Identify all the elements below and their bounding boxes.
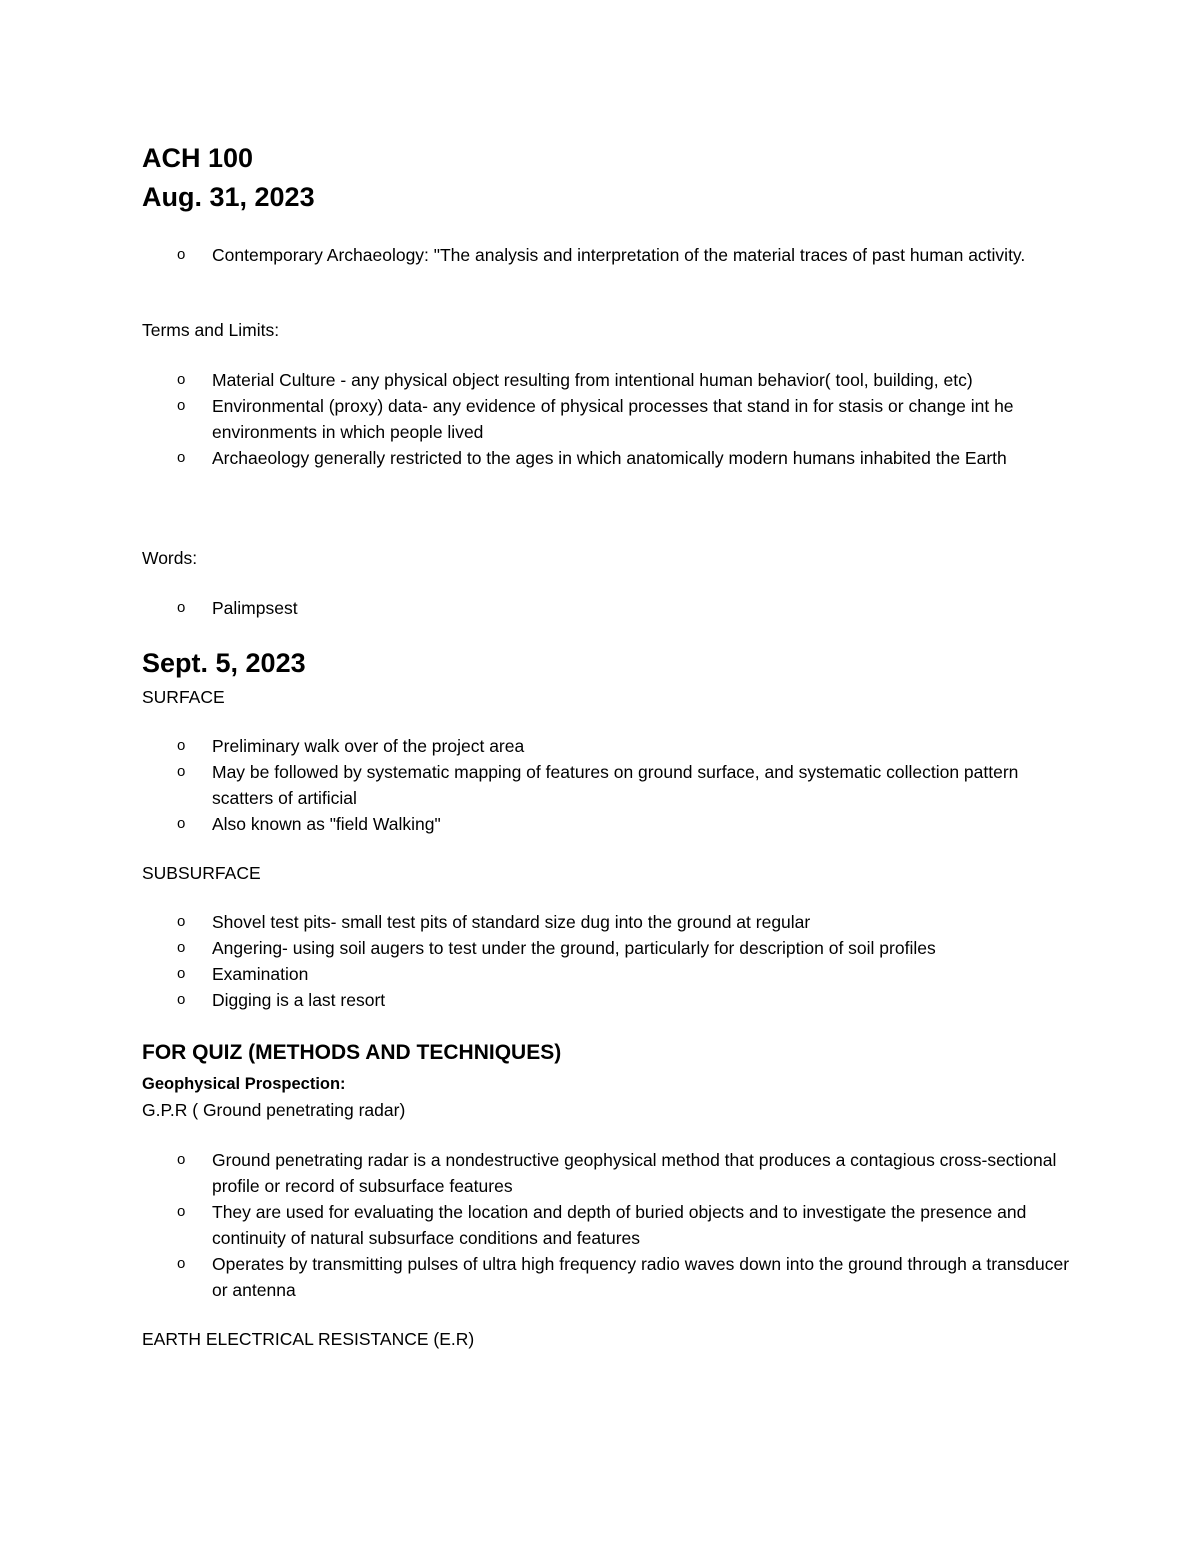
hollow-circle-bullet-icon: o <box>177 737 186 754</box>
hollow-circle-bullet-icon: o <box>177 397 186 414</box>
gpr-label: G.P.R ( Ground penetrating radar) <box>142 1100 406 1120</box>
hollow-circle-bullet-icon: o <box>177 449 186 466</box>
hollow-circle-bullet-icon: o <box>177 939 186 956</box>
intro-list <box>142 242 1072 268</box>
list-item-text: Material Culture - any physical object resulting from intentional human behavior( tool, building, etc) <box>212 370 973 390</box>
subsurface-list <box>142 909 1072 1013</box>
list-item-text: Examination <box>212 964 309 984</box>
list-item-text: Archaeology generally restricted to the ages in which anatomically modern humans inhabited the Earth <box>212 448 1007 468</box>
list-item <box>142 242 1072 268</box>
list-item-text: Environmental (proxy) data- any evidence of physical processes that stand in for stasis or change int he environments in which people lived <box>212 396 1014 442</box>
hollow-circle-bullet-icon: o <box>177 1255 186 1272</box>
hollow-circle-bullet-icon: o <box>177 371 186 388</box>
list-item-text: Operates by transmitting pulses of ultra high frequency radio waves down into the ground through a transducer or antenna <box>212 1254 1070 1300</box>
list-item-text: Preliminary walk over of the project area <box>212 736 525 756</box>
list-item <box>142 393 1072 445</box>
list-item <box>142 367 1072 393</box>
hollow-circle-bullet-icon: o <box>177 1151 186 1168</box>
geophysical-heading: Geophysical Prospection: <box>142 1075 346 1093</box>
hollow-circle-bullet-icon: o <box>177 763 186 780</box>
list-item <box>142 987 1072 1013</box>
hollow-circle-bullet-icon: o <box>177 246 186 263</box>
list-item <box>142 595 1072 621</box>
hollow-circle-bullet-icon: o <box>177 913 186 930</box>
list-item <box>142 811 1072 837</box>
hollow-circle-bullet-icon: o <box>177 815 186 832</box>
list-item-text: Also known as "field Walking" <box>212 814 441 834</box>
hollow-circle-bullet-icon: o <box>177 965 186 982</box>
words-list <box>142 595 1072 621</box>
list-item-text: Ground penetrating radar is a nondestructive geophysical method that produces a contagious cross-sectional profile or record of subsurface features <box>212 1150 1057 1196</box>
hollow-circle-bullet-icon: o <box>177 599 186 616</box>
list-item-text: Contemporary Archaeology: "The analysis and interpretation of the material traces of past human activity. <box>212 245 1026 265</box>
quiz-heading: FOR QUIZ (METHODS AND TECHNIQUES) <box>142 1041 562 1064</box>
list-item <box>142 961 1072 987</box>
list-item <box>142 759 1072 811</box>
surface-list <box>142 733 1072 837</box>
list-item-text: Shovel test pits- small test pits of standard size dug into the ground at regular <box>212 912 811 932</box>
er-label: EARTH ELECTRICAL RESISTANCE (E.R) <box>142 1329 475 1349</box>
list-item <box>142 733 1072 759</box>
gpr-list <box>142 1147 1072 1303</box>
hollow-circle-bullet-icon: o <box>177 991 186 1008</box>
subsurface-label: SUBSURFACE <box>142 863 261 883</box>
list-item <box>142 1251 1072 1303</box>
list-item-text: May be followed by systematic mapping of features on ground surface, and systematic collection pattern scatters of artificial <box>212 762 1019 808</box>
list-item-text: Angering- using soil augers to test under the ground, particularly for description of soil profiles <box>212 938 936 958</box>
date-heading-aug31: Aug. 31, 2023 <box>142 182 315 212</box>
list-item <box>142 445 1072 471</box>
course-title: ACH 100 <box>142 143 254 173</box>
list-item <box>142 909 1072 935</box>
list-item <box>142 1199 1072 1251</box>
surface-label: SURFACE <box>142 687 225 707</box>
hollow-circle-bullet-icon: o <box>177 1203 186 1220</box>
date-heading-sept5: Sept. 5, 2023 <box>142 648 306 678</box>
list-item <box>142 1147 1072 1199</box>
list-item-text: Palimpsest <box>212 598 298 618</box>
list-item-text: Digging is a last resort <box>212 990 386 1010</box>
terms-list <box>142 367 1072 471</box>
list-item-text: They are used for evaluating the location and depth of buried objects and to investigate the presence and continuity of natural subsurface conditions and features <box>212 1202 1027 1248</box>
terms-label: Terms and Limits: <box>142 320 280 340</box>
words-label: Words: <box>142 548 198 568</box>
list-item <box>142 935 1072 961</box>
